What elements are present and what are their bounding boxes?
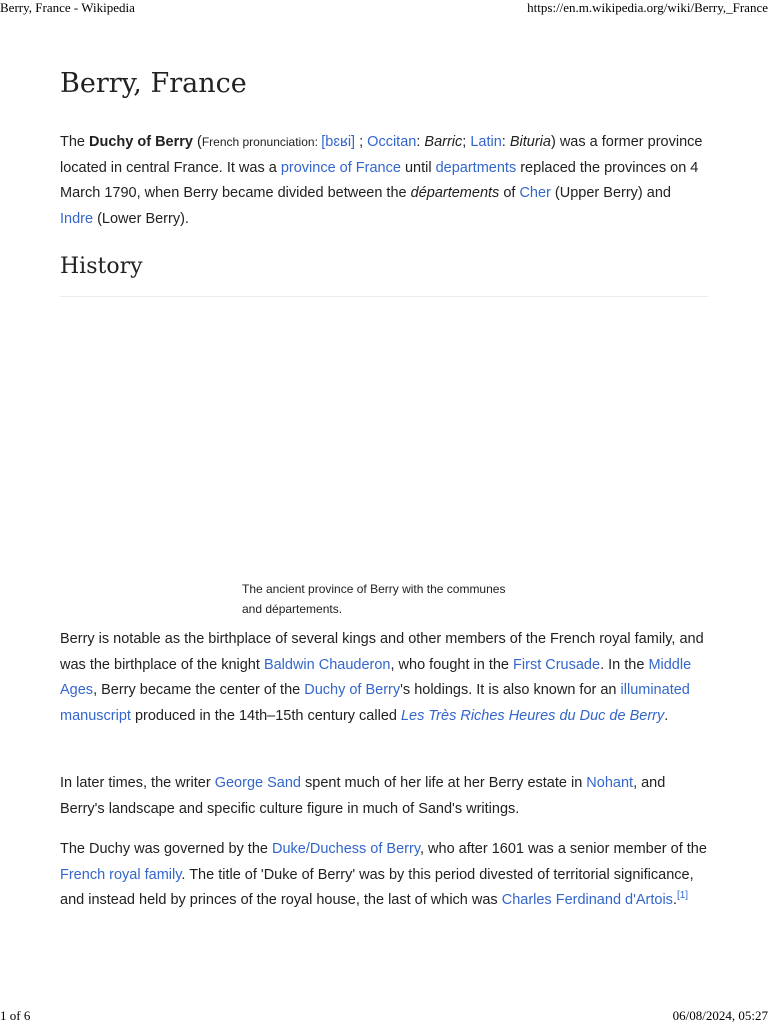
text: . The title of 'Duke of Berry' was by this period divested of territorial significance, and instead held by princes of the royal house, the last of which was	[60, 866, 694, 908]
history-paragraph-2	[60, 771, 708, 822]
text: replaced the provinces on 4 March 1790, when Berry became divided between the	[60, 159, 699, 201]
text: (	[192, 134, 202, 150]
reference-1-link[interactable]: [1]	[676, 890, 689, 902]
history-paragraph-1-block	[60, 627, 708, 729]
text: ) was a former province located in central France. It was a	[60, 134, 703, 176]
text: until	[400, 159, 436, 176]
print-footer-datetime: 06/08/2024, 05:27	[672, 1008, 768, 1023]
text: The Duchy was governed by the	[60, 841, 272, 857]
text: 's holdings. It is also known for an	[400, 682, 621, 698]
history-paragraph-2-block	[60, 771, 708, 822]
latin-link[interactable]: Latin	[470, 134, 502, 150]
intro-section	[60, 130, 708, 232]
pronunciation-label: French pronunciation:	[201, 135, 322, 149]
bituria-term: Bituria	[509, 134, 551, 150]
text: The	[60, 134, 90, 150]
berry-map-image[interactable]	[242, 305, 526, 573]
indre-link[interactable]: Indre	[60, 210, 94, 227]
baldwin-chauderon-link[interactable]: Baldwin Chauderon	[263, 656, 391, 673]
print-header-url: https://en.m.wikipedia.org/wiki/Berry,_France	[527, 0, 768, 15]
departements-term: départements	[410, 185, 500, 201]
text: spent much of her life at her Berry estate in	[300, 775, 587, 791]
history-paragraph-3-block	[60, 837, 708, 914]
nohant-link[interactable]: Nohant	[586, 775, 634, 791]
first-crusade-link[interactable]: First Crusade	[513, 656, 601, 673]
figure-caption: The ancient province of Berry with the communes and départements.	[242, 582, 506, 616]
history-paragraph-1	[60, 627, 708, 729]
george-sand-link[interactable]: George Sand	[214, 775, 301, 791]
print-footer-page: 1 of 6	[0, 1008, 31, 1023]
french-royal-family-link[interactable]: French royal family	[60, 866, 182, 883]
cher-link[interactable]: Cher	[519, 185, 551, 201]
duchy-of-berry-link[interactable]: Duchy of Berry	[304, 682, 401, 698]
text: , Berry became the center of the	[93, 682, 305, 698]
bold-term: Duchy of Berry	[89, 134, 193, 150]
print-header-title: Berry, France - Wikipedia	[0, 0, 135, 15]
text: , who fought in the	[390, 656, 514, 673]
middle-ages-link[interactable]: Middle Ages	[60, 656, 692, 698]
text: . In the	[600, 656, 649, 673]
text: ;	[355, 134, 368, 150]
text: of	[499, 185, 520, 201]
text: (Upper Berry) and	[550, 185, 671, 201]
text: :	[416, 134, 425, 150]
heading-divider	[60, 296, 708, 297]
tres-riches-heures-link[interactable]: Les Très Riches Heures du Duc de Berry	[400, 707, 665, 724]
occitan-link[interactable]: Occitan	[367, 134, 417, 150]
history-heading: History	[60, 254, 143, 279]
text: (Lower Berry).	[93, 210, 189, 227]
intro-paragraph	[60, 130, 708, 232]
text: .	[664, 707, 669, 724]
page-title: Berry, France	[60, 68, 247, 99]
text: In later times, the writer	[60, 775, 215, 791]
illuminated-manuscript-link[interactable]: illuminated manuscript	[60, 682, 690, 724]
duke-duchess-of-berry-link[interactable]: Duke/Duchess of Berry	[271, 841, 420, 857]
text: , who after 1601 was a senior member of the	[420, 841, 707, 857]
text: , and Berry's landscape and specific culture figure in much of Sand's writings.	[60, 775, 666, 817]
province-of-france-link[interactable]: province of France	[280, 159, 401, 176]
charles-ferdinand-link[interactable]: Charles Ferdinand d'Artois	[501, 892, 673, 908]
history-paragraph-3	[60, 837, 708, 914]
text: .	[672, 892, 677, 908]
barric-term: Barric	[424, 134, 463, 150]
ipa-link[interactable]: [bɛʁi]	[321, 134, 356, 150]
departments-link[interactable]: departments	[435, 159, 517, 176]
text: Berry is notable as the birthplace of several kings and other members of the French royal family, and was the birthplace of the knight	[60, 631, 704, 673]
text: :	[501, 134, 510, 150]
text: ;	[462, 134, 471, 150]
text: produced in the 14th–15th century called	[130, 707, 401, 724]
